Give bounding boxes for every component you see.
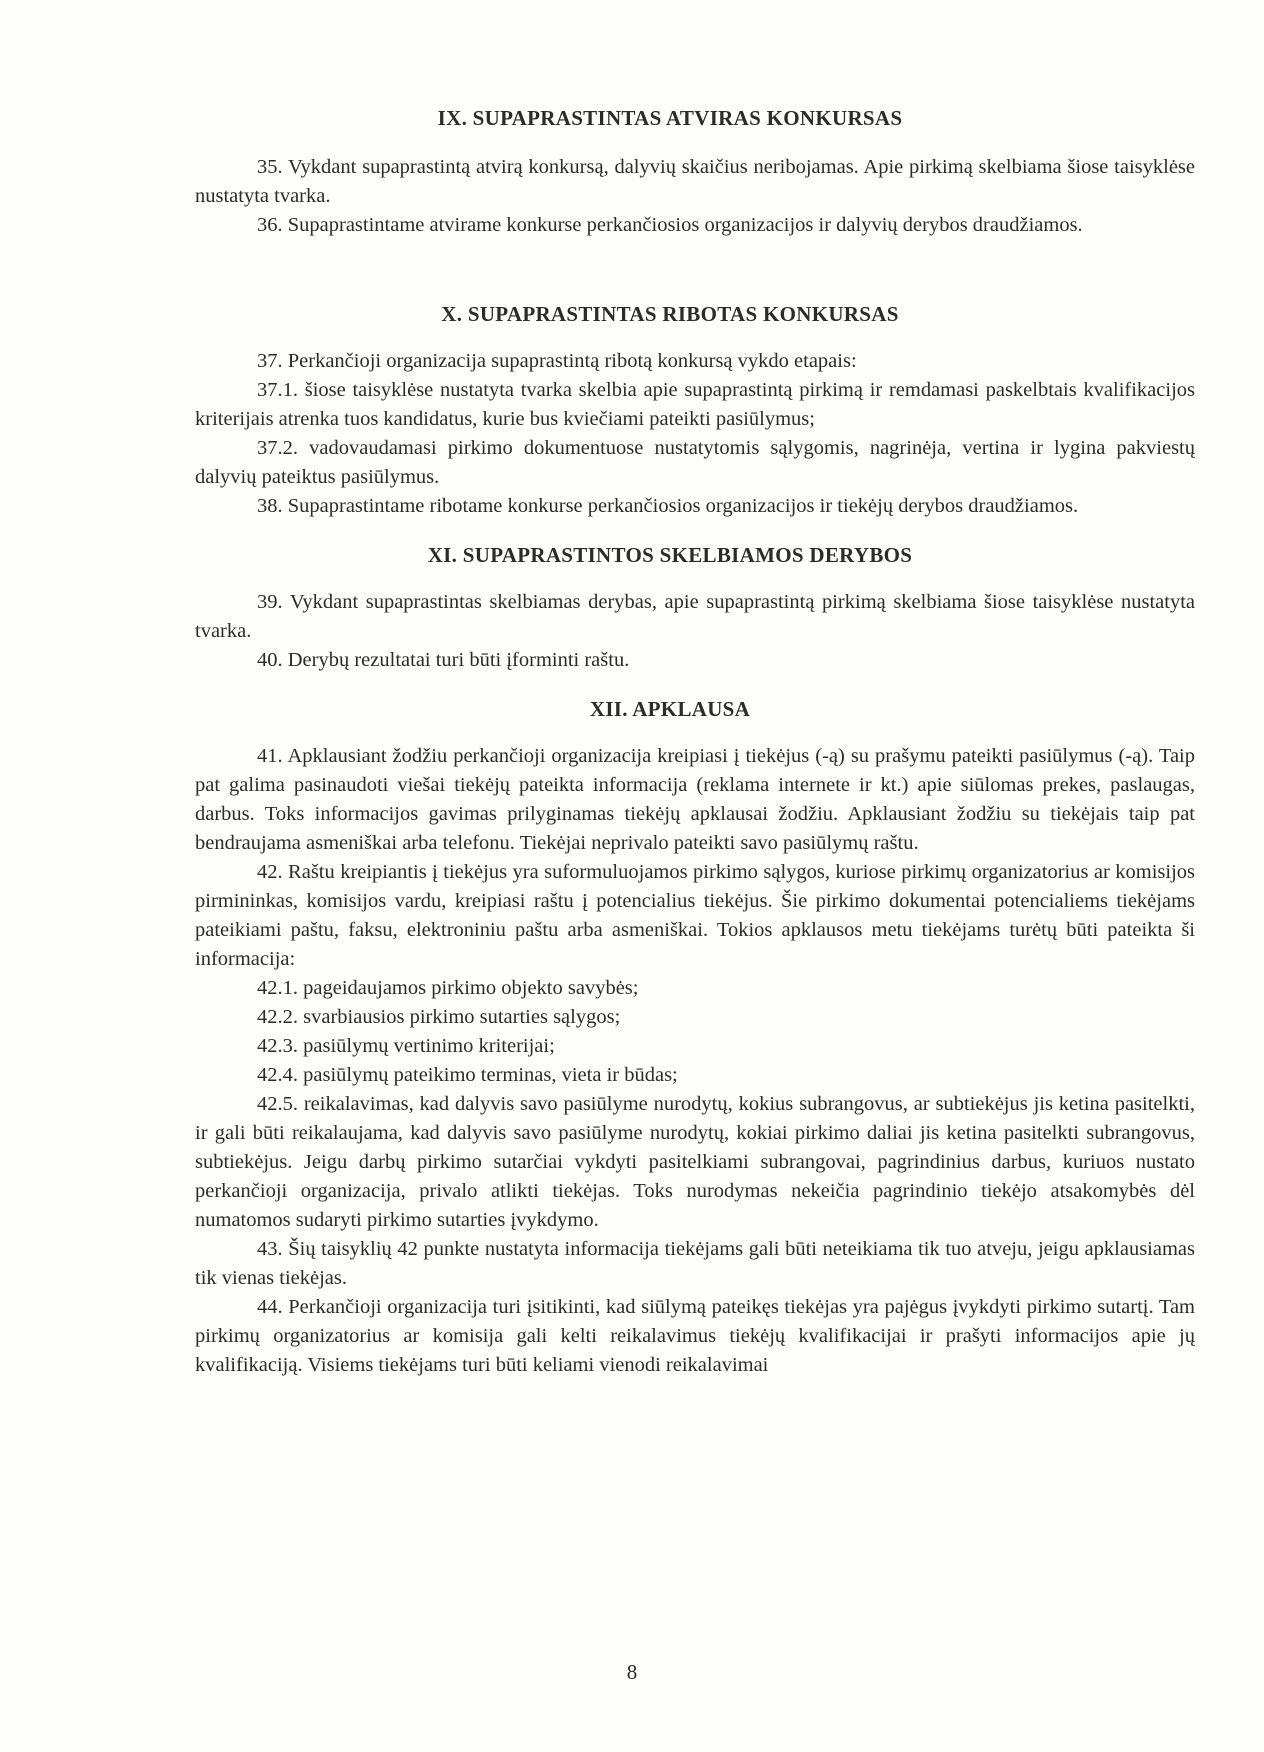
section-heading-ix: IX. SUPAPRASTINTAS ATVIRAS KONKURSAS <box>437 106 903 130</box>
paragraph-37: 37. Perkančioji organizacija supaprastintą ribotą konkursą vykdo etapais: <box>257 350 857 372</box>
section-heading-x: X. SUPAPRASTINTAS RIBOTAS KONKURSAS <box>441 302 899 326</box>
paragraph-38: 38. Supaprastintame ribotame konkurse perkančiosios organizacijos ir tiekėjų derybos draudžiamos. <box>257 495 1079 517</box>
paragraph-37-1: 37.1. šiose taisyklėse nustatyta tvarka skelbia apie supaprastintą pirkimą ir remdamasi paskelbtais kvalifikacijos kriterijais atrenka tuos kandidatus, kurie bus kviečiami pateikti pasiūlymus; <box>195 379 1195 430</box>
paragraph-37-2: 37.2. vadovaudamasi pirkimo dokumentuose nustatytomis sąlygomis, nagrinėja, vertina ir lygina pakviestų dalyvių pateiktus pasiūlymus. <box>195 437 1195 488</box>
paragraph-42-2: 42.2. svarbiausios pirkimo sutarties sąlygos; <box>257 1006 621 1028</box>
paragraph-42-3: 42.3. pasiūlymų vertinimo kriterijai; <box>257 1035 555 1057</box>
section-heading-xii: XII. APKLAUSA <box>589 697 751 721</box>
paragraph-42-1: 42.1. pageidaujamos pirkimo objekto savybės; <box>257 977 639 999</box>
document-body <box>195 104 1195 1380</box>
paragraph-42: 42. Raštu kreipiantis į tiekėjus yra suformuluojamos pirkimo sąlygos, kuriose pirkimų organizatorius ar komisijos pirmininkas, komisijos vardu, kreipiasi raštu į potencialius tiekėjus. Šie pirkimo dokumentai potencialiems tiekėjams pateikiami paštu, faksu, elektroniniu paštu arba asmeniškai. Tokios apklausos metu tiekėjams turėtų būti pateikta ši informacija: <box>195 861 1195 970</box>
paragraph-42-5: 42.5. reikalavimas, kad dalyvis savo pasiūlyme nurodytų, kokius subrangovus, ar subtiekėjus jis ketina pasitelkti, ir gali būti reikalaujama, kad dalyvis savo pasiūlyme nurodytų, kokiai pirkimo daliai jis ketina pasitelkti subrangovus, subtiekėjus. Jeigu darbų pirkimo sutarčiai vykdyti pasitelkiami subrangovai, pagrindinius darbus, kuriuos nustato perkančioji organizacija, privalo atlikti tiekėjas. Toks nurodymas nekeičia pagrindinio tiekėjo atsakomybės dėl numatomos sudaryti pirkimo sutarties įvykdymo. <box>195 1093 1195 1231</box>
paragraph-36: 36. Supaprastintame atvirame konkurse perkančiosios organizacijos ir dalyvių derybos draudžiamos. <box>257 214 1083 236</box>
section-heading-xi: XI. SUPAPRASTINTOS SKELBIAMOS DERYBOS <box>427 543 913 567</box>
paragraph-39: 39. Vykdant supaprastintas skelbiamas derybas, apie supaprastintą pirkimą skelbiama šiose taisyklėse nustatyta tvarka. <box>195 591 1195 642</box>
paragraph-41: 41. Apklausiant žodžiu perkančioji organizacija kreipiasi į tiekėjus (-ą) su prašymu pateikti pasiūlymus (-ą). Taip pat galima pasinaudoti viešai tiekėjų pateikta informacija (reklama internete ir kt.) apie siūlomas prekes, paslaugas, darbus. Toks informacijos gavimas prilyginamas tiekėjų apklausai žodžiu. Apklausiant žodžiu su tiekėjais taip pat bendraujama asmeniškai arba telefonu. Tiekėjai neprivalo pateikti savo pasiūlymų raštu. <box>195 745 1195 854</box>
paragraph-40: 40. Derybų rezultatai turi būti įforminti raštu. <box>257 649 630 671</box>
paragraph-44: 44. Perkančioji organizacija turi įsitikinti, kad siūlymą pateikęs tiekėjas yra pajėgus įvykdyti pirkimo sutartį. Tam pirkimų organizatorius ar komisija gali kelti reikalavimus tiekėjų kvalifikacijai ir prašyti informacijos apie jų kvalifikaciją. Visiems tiekėjams turi būti keliami vienodi reikalavimai <box>195 1296 1195 1376</box>
paragraph-35: 35. Vykdant supaprastintą atvirą konkursą, dalyvių skaičius neribojamas. Apie pirkimą skelbiama šiose taisyklėse nustatyta tvarka. <box>195 156 1195 207</box>
page-number: 8 <box>626 1660 638 1684</box>
paragraph-42-4: 42.4. pasiūlymų pateikimo terminas, vieta ir būdas; <box>257 1064 678 1086</box>
paragraph-43: 43. Šių taisyklių 42 punkte nustatyta informacija tiekėjams gali būti neteikiama tik tuo atveju, jeigu apklausiamas tik vienas tiekėjas. <box>195 1238 1195 1289</box>
